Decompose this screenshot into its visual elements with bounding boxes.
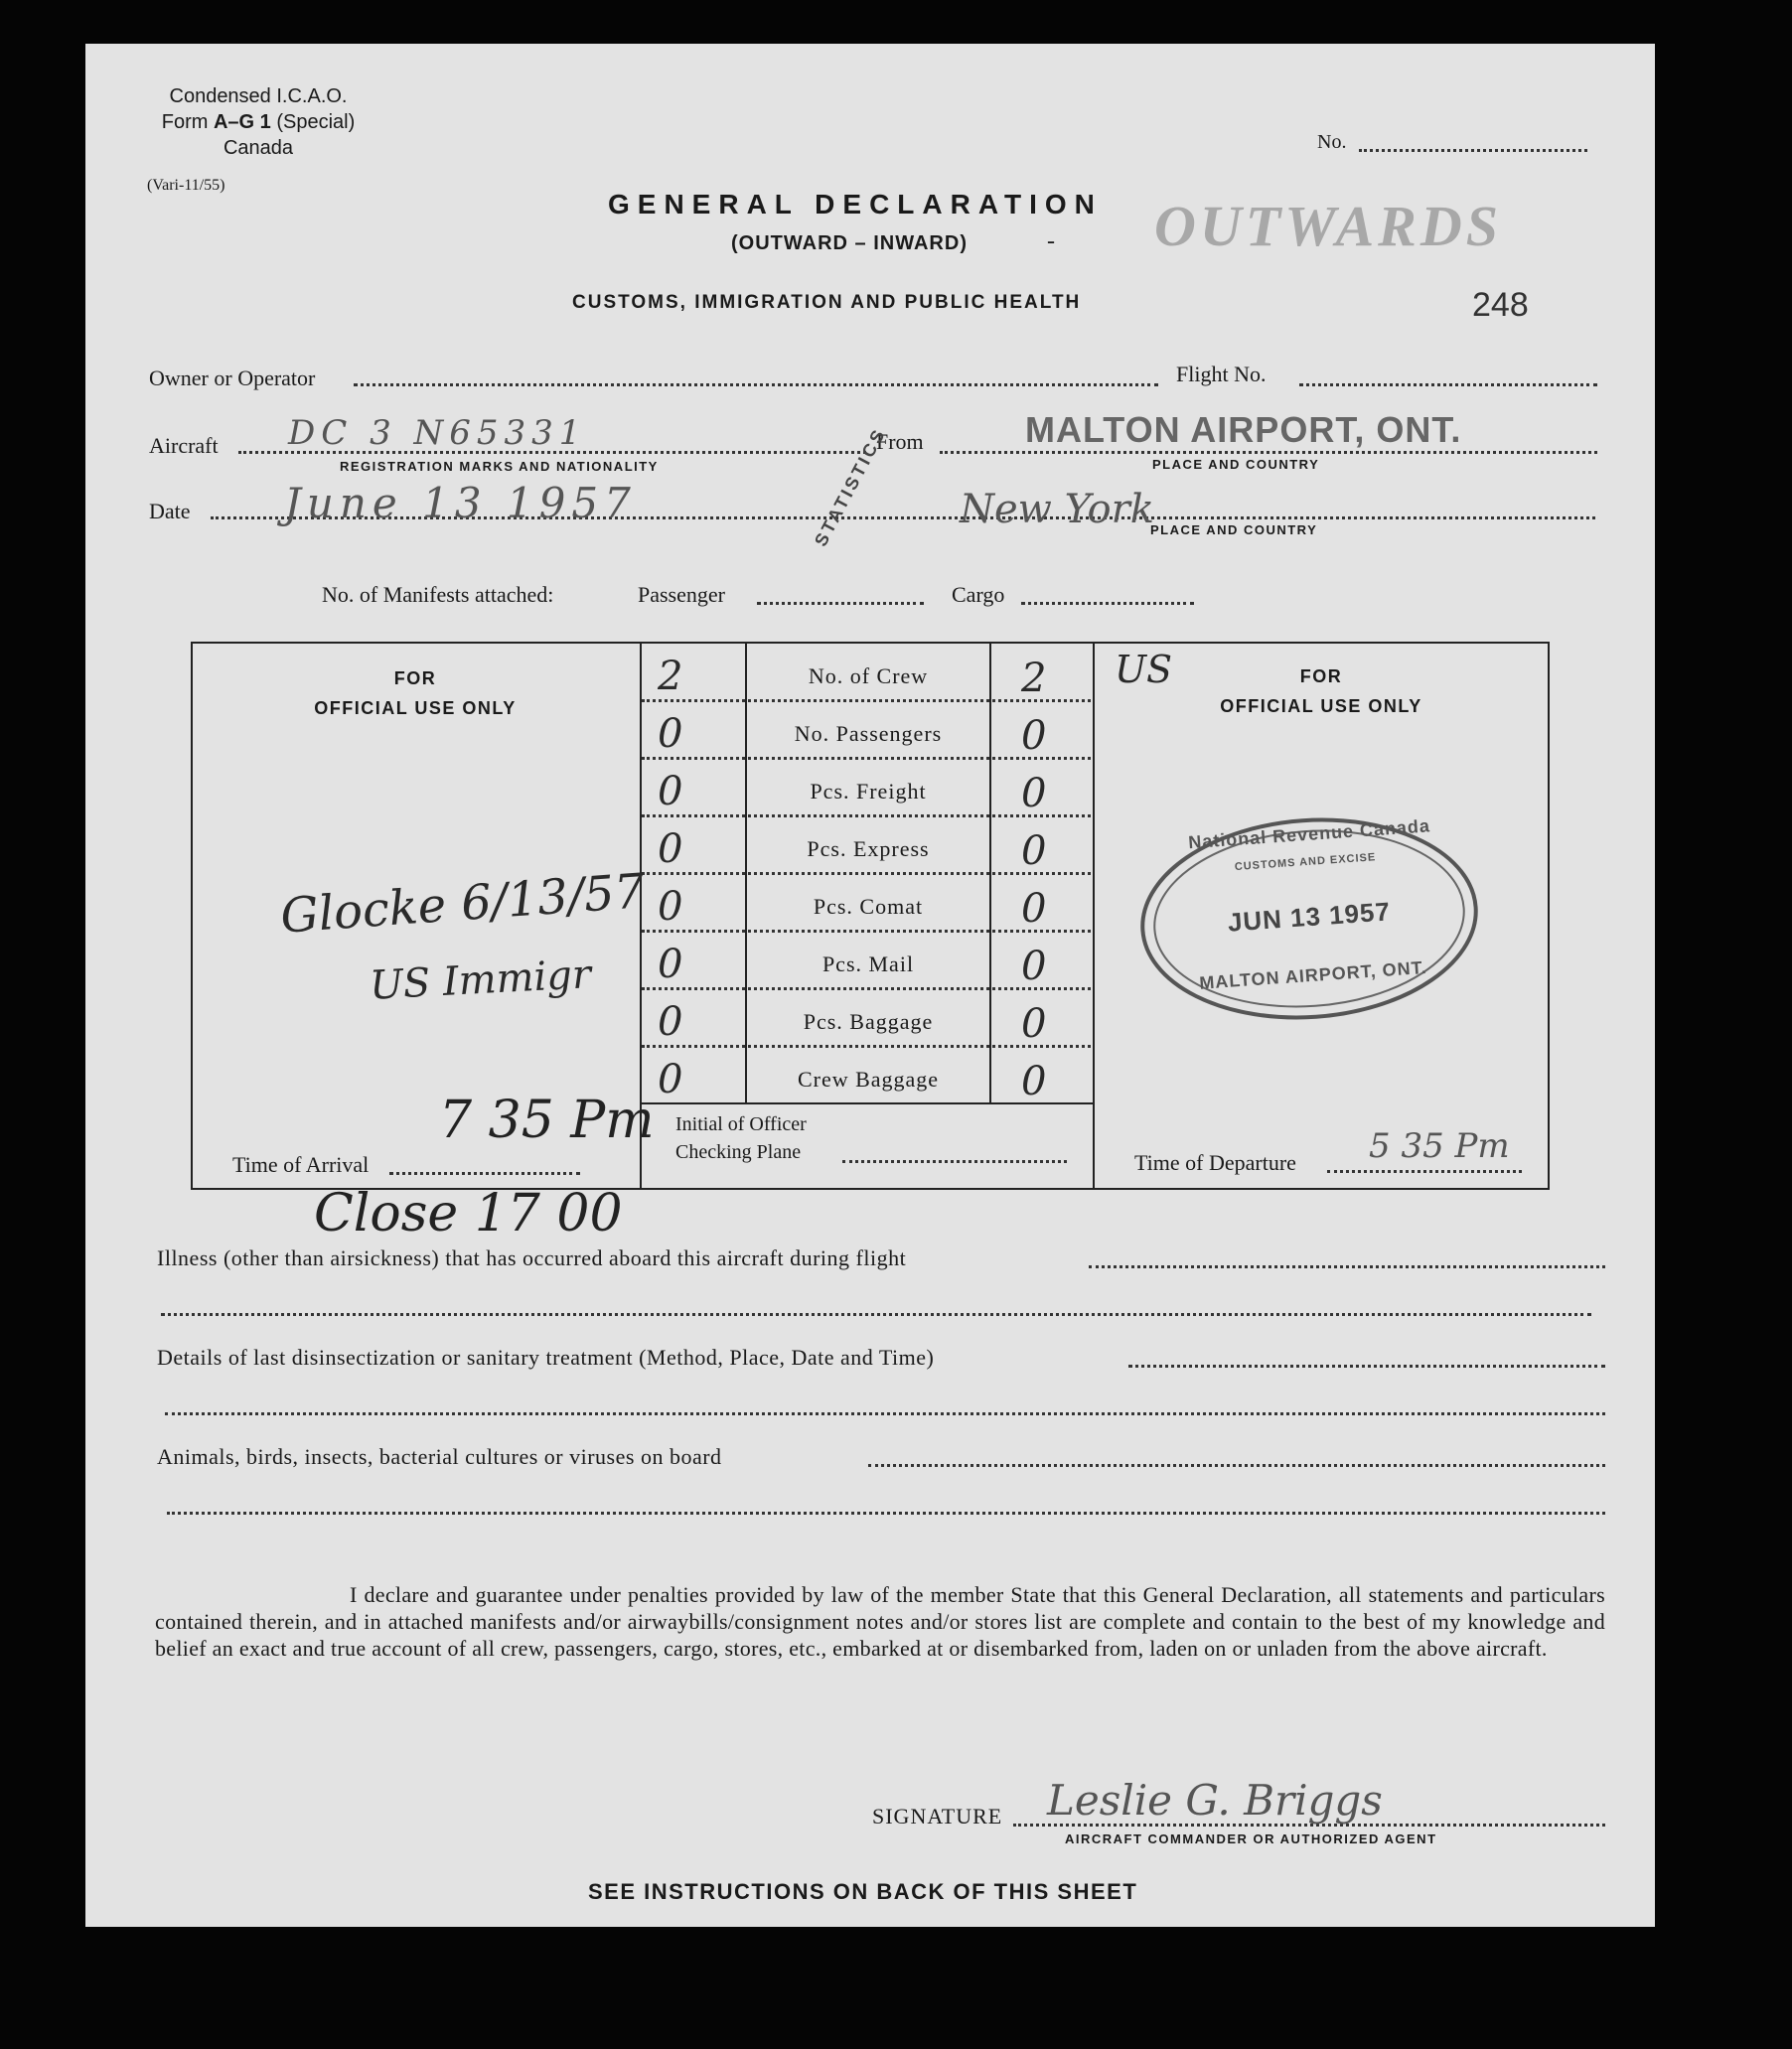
row-separator bbox=[642, 699, 1091, 702]
row-separator bbox=[642, 930, 1091, 933]
customs-stamp bbox=[1131, 805, 1487, 1032]
form-line-3: Canada bbox=[223, 137, 294, 159]
row-count-right[interactable]: 0 bbox=[1021, 1001, 1047, 1047]
declaration-form bbox=[85, 44, 1655, 1927]
row-count-left[interactable]: 0 bbox=[658, 1057, 683, 1102]
signature-caption: AIRCRAFT COMMANDER OR AUTHORIZED AGENT bbox=[1065, 1831, 1437, 1846]
row-count-right[interactable]: 0 bbox=[1021, 1059, 1047, 1104]
to-place-caption: PLACE AND COUNTRY bbox=[1150, 522, 1318, 537]
row-count-right[interactable]: 0 bbox=[1021, 828, 1047, 874]
from-value: MALTON AIRPORT, ONT. bbox=[1025, 409, 1462, 450]
department-heading: CUSTOMS, IMMIGRATION AND PUBLIC HEALTH bbox=[572, 292, 1082, 313]
customs-stamp-top: National Revenue Canada bbox=[1187, 815, 1431, 853]
date-value: June 13 1957 bbox=[284, 479, 637, 527]
departure-value: 5 35 Pm bbox=[1369, 1126, 1510, 1166]
disinsect-field-line-2[interactable] bbox=[165, 1412, 1605, 1415]
row-label: Pcs. Freight bbox=[810, 779, 927, 804]
customs-stamp-mid: CUSTOMS AND EXCISE bbox=[1234, 851, 1377, 874]
row-label: No. Passengers bbox=[794, 721, 943, 746]
number-label: No. bbox=[1317, 131, 1347, 153]
declaration-text: I declare and guarantee under penalties provided by law of the member State that this General Declaration, all statements and particulars contained therein, and in attached manifests and/or airwaybills/consignment notes and/or stores list are complete and contain to the best of my knowledge and belief an exact and true account of all crew, passengers, cargo, stores, etc., embarked at or disembarked from, laden on or unladen from the above aircraft. bbox=[155, 1582, 1605, 1661]
row-count-left[interactable]: 0 bbox=[658, 769, 683, 814]
owner-label: Owner or Operator bbox=[149, 366, 316, 390]
disinsect-label: Details of last disinsectization or sanitary treatment (Method, Place, Date and Time) bbox=[157, 1345, 935, 1370]
cargo-label: Cargo bbox=[952, 582, 1005, 607]
from-field[interactable] bbox=[940, 451, 1597, 454]
close-note: Close 17 00 bbox=[314, 1184, 623, 1244]
registration-caption: REGISTRATION MARKS AND NATIONALITY bbox=[340, 459, 659, 474]
table-divider-right bbox=[1093, 642, 1095, 1190]
form-code: A–G 1 bbox=[213, 111, 271, 133]
arrival-value: 7 35 Pm bbox=[439, 1091, 655, 1150]
form-line-1: Condensed I.C.A.O. bbox=[169, 85, 348, 107]
illness-label: Illness (other than airsickness) that has occurred aboard this aircraft during flight bbox=[157, 1245, 907, 1270]
table-left-border bbox=[191, 642, 193, 1190]
row-separator bbox=[642, 987, 1091, 990]
row-label: Pcs. Comat bbox=[813, 894, 924, 919]
number-field[interactable] bbox=[1359, 149, 1587, 152]
flight-no-label: Flight No. bbox=[1176, 362, 1267, 386]
row-count-right[interactable]: 2 bbox=[1021, 656, 1047, 701]
animals-label: Animals, birds, insects, bacterial cultures or viruses on board bbox=[157, 1444, 722, 1469]
page-subtitle: (OUTWARD – INWARD) bbox=[731, 232, 968, 254]
officer-note-1: Glocke 6/13/57 bbox=[278, 863, 647, 945]
row-count-left[interactable]: 0 bbox=[658, 711, 683, 757]
row-label: Pcs. Mail bbox=[821, 951, 915, 976]
row-separator bbox=[642, 814, 1091, 817]
date-label: Date bbox=[149, 499, 191, 523]
initial-officer-field[interactable] bbox=[842, 1160, 1067, 1163]
animals-field[interactable] bbox=[868, 1464, 1605, 1467]
row-count-left[interactable]: 0 bbox=[658, 884, 683, 930]
row-count-left[interactable]: 2 bbox=[658, 654, 683, 699]
arrival-label: Time of Arrival bbox=[232, 1152, 370, 1177]
row-count-right[interactable]: 0 bbox=[1021, 944, 1047, 989]
signature-value: Leslie G. Briggs bbox=[1047, 1776, 1383, 1825]
outwards-stamp: OUTWARDS bbox=[1154, 194, 1502, 258]
row-separator bbox=[642, 1045, 1091, 1048]
departure-label: Time of Departure bbox=[1134, 1150, 1296, 1175]
row-label: Pcs. Express bbox=[807, 836, 930, 861]
aircraft-label: Aircraft bbox=[149, 433, 219, 458]
row-count-left[interactable]: 0 bbox=[658, 942, 683, 987]
row-count-left[interactable]: 0 bbox=[658, 999, 683, 1045]
initial-officer-label: Initial of Officer Checking Plane bbox=[675, 1113, 807, 1163]
to-value: New York bbox=[960, 487, 1154, 532]
row-label: No. of Crew bbox=[808, 663, 929, 688]
arrival-field[interactable] bbox=[389, 1172, 580, 1175]
row-label: Crew Baggage bbox=[797, 1067, 940, 1092]
row-label: Pcs. Baggage bbox=[803, 1009, 934, 1034]
aircraft-value: DC 3 N65331 bbox=[288, 413, 587, 453]
from-place-caption: PLACE AND COUNTRY bbox=[1152, 457, 1320, 472]
form-version: (Vari-11/55) bbox=[147, 177, 225, 194]
row-separator bbox=[642, 872, 1091, 875]
subtitle-dash: - bbox=[1047, 228, 1055, 254]
row-count-right[interactable]: 0 bbox=[1021, 886, 1047, 932]
official-use-right: FOR OFFICIAL USE ONLY bbox=[1220, 666, 1422, 716]
departure-field[interactable] bbox=[1327, 1170, 1522, 1173]
table-top-border bbox=[191, 642, 1550, 644]
row-separator bbox=[642, 757, 1091, 760]
official-use-left: FOR OFFICIAL USE ONLY bbox=[314, 668, 517, 718]
crew-annotation: US bbox=[1115, 648, 1173, 691]
table-right-border bbox=[1548, 642, 1550, 1190]
form-identifier bbox=[159, 83, 358, 161]
page-title: GENERAL DECLARATION bbox=[608, 189, 1103, 220]
serial-number: 248 bbox=[1472, 286, 1529, 324]
from-label: From bbox=[876, 429, 924, 454]
form-line-2: Form A–G 1 (Special) bbox=[161, 111, 356, 133]
customs-stamp-bottom: MALTON AIRPORT, ONT. bbox=[1198, 956, 1428, 993]
customs-stamp-date: JUN 13 1957 bbox=[1226, 896, 1392, 938]
statistics-stamp: STATISTICS bbox=[811, 424, 890, 550]
illness-field[interactable] bbox=[1089, 1265, 1605, 1268]
owner-field[interactable] bbox=[354, 383, 1158, 386]
flight-no-field[interactable] bbox=[1299, 383, 1597, 386]
row-count-right[interactable]: 0 bbox=[1021, 713, 1047, 759]
passenger-label: Passenger bbox=[638, 582, 725, 607]
row-count-right[interactable]: 0 bbox=[1021, 771, 1047, 816]
illness-field-line-2[interactable] bbox=[161, 1313, 1591, 1316]
cargo-table bbox=[191, 642, 1550, 1190]
cargo-manifest-field[interactable] bbox=[1021, 602, 1194, 605]
row-count-left[interactable]: 0 bbox=[658, 826, 683, 872]
manifests-label: No. of Manifests attached: bbox=[322, 582, 554, 607]
signature-label: SIGNATURE bbox=[872, 1804, 1003, 1829]
disinsect-field[interactable] bbox=[1128, 1365, 1605, 1368]
animals-field-line-2[interactable] bbox=[167, 1512, 1605, 1515]
officer-note-2: US Immigr bbox=[368, 951, 593, 1009]
instructions-footer: SEE INSTRUCTIONS ON BACK OF THIS SHEET bbox=[588, 1879, 1138, 1904]
passenger-manifest-field[interactable] bbox=[757, 602, 924, 605]
